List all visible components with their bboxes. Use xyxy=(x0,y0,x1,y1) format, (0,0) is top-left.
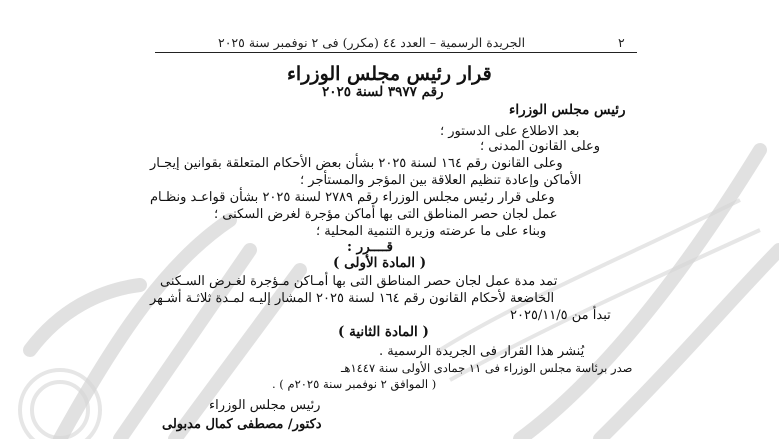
gazette-header: الجريدة الرسمية – العدد ٤٤ (مكرر) فى ٢ نوفمبر سنة ٢٠٢٥ xyxy=(218,35,526,50)
signature-name: دكتور/ مصطفى كمال مدبولى xyxy=(162,417,322,432)
corresponding-date: ( الموافق ٢ نوفمبر سنة ٢٠٢٥م ) . xyxy=(272,377,437,391)
article-1-line: الخاضعة لأحكام القانون رقم ١٦٤ لسنة ٢٠٢٥ المشار إليـه لمـدة ثلاثـة أشـهر xyxy=(150,291,555,306)
decree-number: رقم ٣٩٧٧ لسنة ٢٠٢٥ xyxy=(322,84,444,100)
article-1-line: تبدأ من ٢٠٢٥/١١/٥ xyxy=(510,308,611,323)
preamble-line: عمل لجان حصر المناطق التى بها أماكن مؤجرة لغرض السكنى ؛ xyxy=(214,207,558,222)
preamble-line: بعد الاطلاع على الدستور ؛ xyxy=(440,124,580,139)
issuance-line: صدر برئاسة مجلس الوزراء فى ١١ جمادى الأولى سنة ١٤٤٧هـ xyxy=(341,361,633,375)
article-2-heading: ( المادة الثانية ) xyxy=(338,324,429,340)
page-number: ٢ xyxy=(618,35,625,50)
decree-title: قرار رئيس مجلس الوزراء xyxy=(287,63,492,85)
preamble-line: وبناء على ما عرضته وزيرة التنمية المحلية ؛ xyxy=(316,224,547,239)
preamble-line: وعلى القانون المدنى ؛ xyxy=(480,139,601,154)
preamble-line: الأماكن وإعادة تنظيم العلاقة بين المؤجر والمستأجر ؛ xyxy=(300,173,582,188)
decree-issuer: رئيس مجلس الوزراء xyxy=(509,102,626,118)
header-divider xyxy=(155,52,637,53)
preamble-line: وعلى قرار رئيس مجلس الوزراء رقم ٢٧٨٩ لسنة ٢٠٢٥ بشأن قواعـد ونظـام xyxy=(150,190,555,205)
article-1-heading: ( المادة الأولى ) xyxy=(333,255,427,271)
preamble-line: وعلى القانون رقم ١٦٤ لسنة ٢٠٢٥ بشأن بعض الأحكام المتعلقة بقوانين إيجـار xyxy=(150,156,563,171)
signature-title: رئيس مجلس الوزراء xyxy=(209,398,321,413)
article-1-line: تمد مدة عمل لجان حصر المناطق التى بها أمـاكن مـؤجرة لغـرض السـكنى xyxy=(160,274,558,289)
article-2-line: يُنشر هذا القرار فى الجريدة الرسمية . xyxy=(379,344,585,359)
decided-label: قــــرر : xyxy=(347,239,393,255)
